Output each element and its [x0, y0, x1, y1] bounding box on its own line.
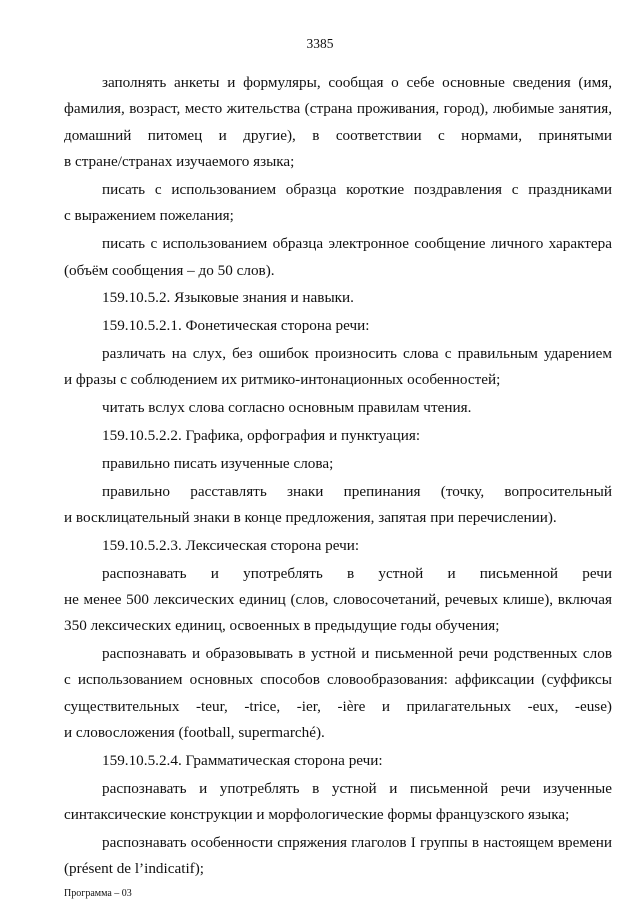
- text-line: и восклицательный знаки в конце предложения, запятая при перечислении).: [64, 508, 557, 526]
- text-line: распознавать и употреблять в устной и письменной речи: [102, 564, 612, 582]
- text-line: правильно писать изученные слова;: [102, 454, 334, 472]
- text-line: правильно расставлять знаки препинания (точку, вопросительный: [102, 482, 612, 500]
- text-line: домашний питомец и другие), в соответствии с нормами, принятыми: [64, 126, 612, 144]
- paragraph: [64, 231, 612, 284]
- paragraph: [64, 533, 612, 559]
- text-line: с выражением пожелания;: [64, 207, 234, 225]
- paragraph: [64, 830, 612, 883]
- text-line: фамилия, возраст, место жительства (страна проживания, город), любимые занятия,: [64, 100, 612, 118]
- text-line: и фразы с соблюдением их ритмико-интонационных особенностей;: [64, 371, 501, 389]
- text-line: и словосложения (football, supermarché).: [64, 724, 325, 742]
- paragraph: [64, 313, 612, 339]
- paragraph: [64, 479, 612, 532]
- text-line: распознавать и употреблять в устной и письменной речи изученные: [102, 779, 612, 797]
- text-line: синтаксические конструкции и морфологические формы французского языка;: [64, 806, 570, 824]
- text-line: писать с использованием образца электронное сообщение личного характера: [102, 235, 612, 253]
- paragraph: [64, 423, 612, 449]
- paragraph: [64, 451, 612, 477]
- text-line: не менее 500 лексических единиц (слов, словосочетаний, речевых клише), включая: [64, 590, 612, 608]
- text-line: заполнять анкеты и формуляры, сообщая о себе основные сведения (имя,: [102, 74, 612, 91]
- text-line: (présent de l’indicatif);: [64, 860, 205, 878]
- text-line: 350 лексических единиц, освоенных в предыдущие годы обучения;: [64, 617, 500, 635]
- text-line: читать вслух слова согласно основным правилам чтения.: [102, 399, 472, 417]
- paragraph: [64, 561, 612, 640]
- paragraph: [64, 395, 612, 421]
- paragraph: [64, 748, 612, 774]
- paragraph: [64, 641, 612, 747]
- paragraph: [64, 177, 612, 230]
- text-line: с использованием основных способов словообразования: аффиксации (суффиксы: [64, 671, 612, 689]
- text-line: 159.10.5.2.4. Грамматическая сторона речи:: [102, 752, 383, 770]
- body-text: [64, 70, 612, 884]
- text-line: 159.10.5.2. Языковые знания и навыки.: [102, 289, 354, 307]
- page-number: 3385: [306, 36, 334, 51]
- text-line: 159.10.5.2.1. Фонетическая сторона речи:: [102, 317, 370, 335]
- paragraph: [64, 285, 612, 311]
- text-line: распознавать и образовывать в устной и письменной речи родственных слов: [102, 645, 612, 663]
- text-line: (объём сообщения – до 50 слов).: [64, 261, 275, 279]
- text-line: существительных -teur, -trice, -ier, -ière и прилагательных -eux, -euse): [64, 697, 612, 715]
- paragraph: [64, 776, 612, 829]
- text-line: писать с использованием образца короткие поздравления с праздниками: [102, 180, 612, 198]
- page-footer: Программа – 03: [64, 888, 132, 899]
- text-line: 159.10.5.2.2. Графика, орфография и пунктуация:: [102, 426, 421, 444]
- text-line: различать на слух, без ошибок произносить слова с правильным ударением: [102, 344, 612, 362]
- paragraph: [64, 70, 612, 176]
- text-line: в стране/странах изучаемого языка;: [64, 153, 295, 171]
- text-line: распознавать особенности спряжения глаголов I группы в настоящем времени: [102, 834, 612, 852]
- text-line: 159.10.5.2.3. Лексическая сторона речи:: [102, 536, 360, 554]
- paragraph: [64, 341, 612, 394]
